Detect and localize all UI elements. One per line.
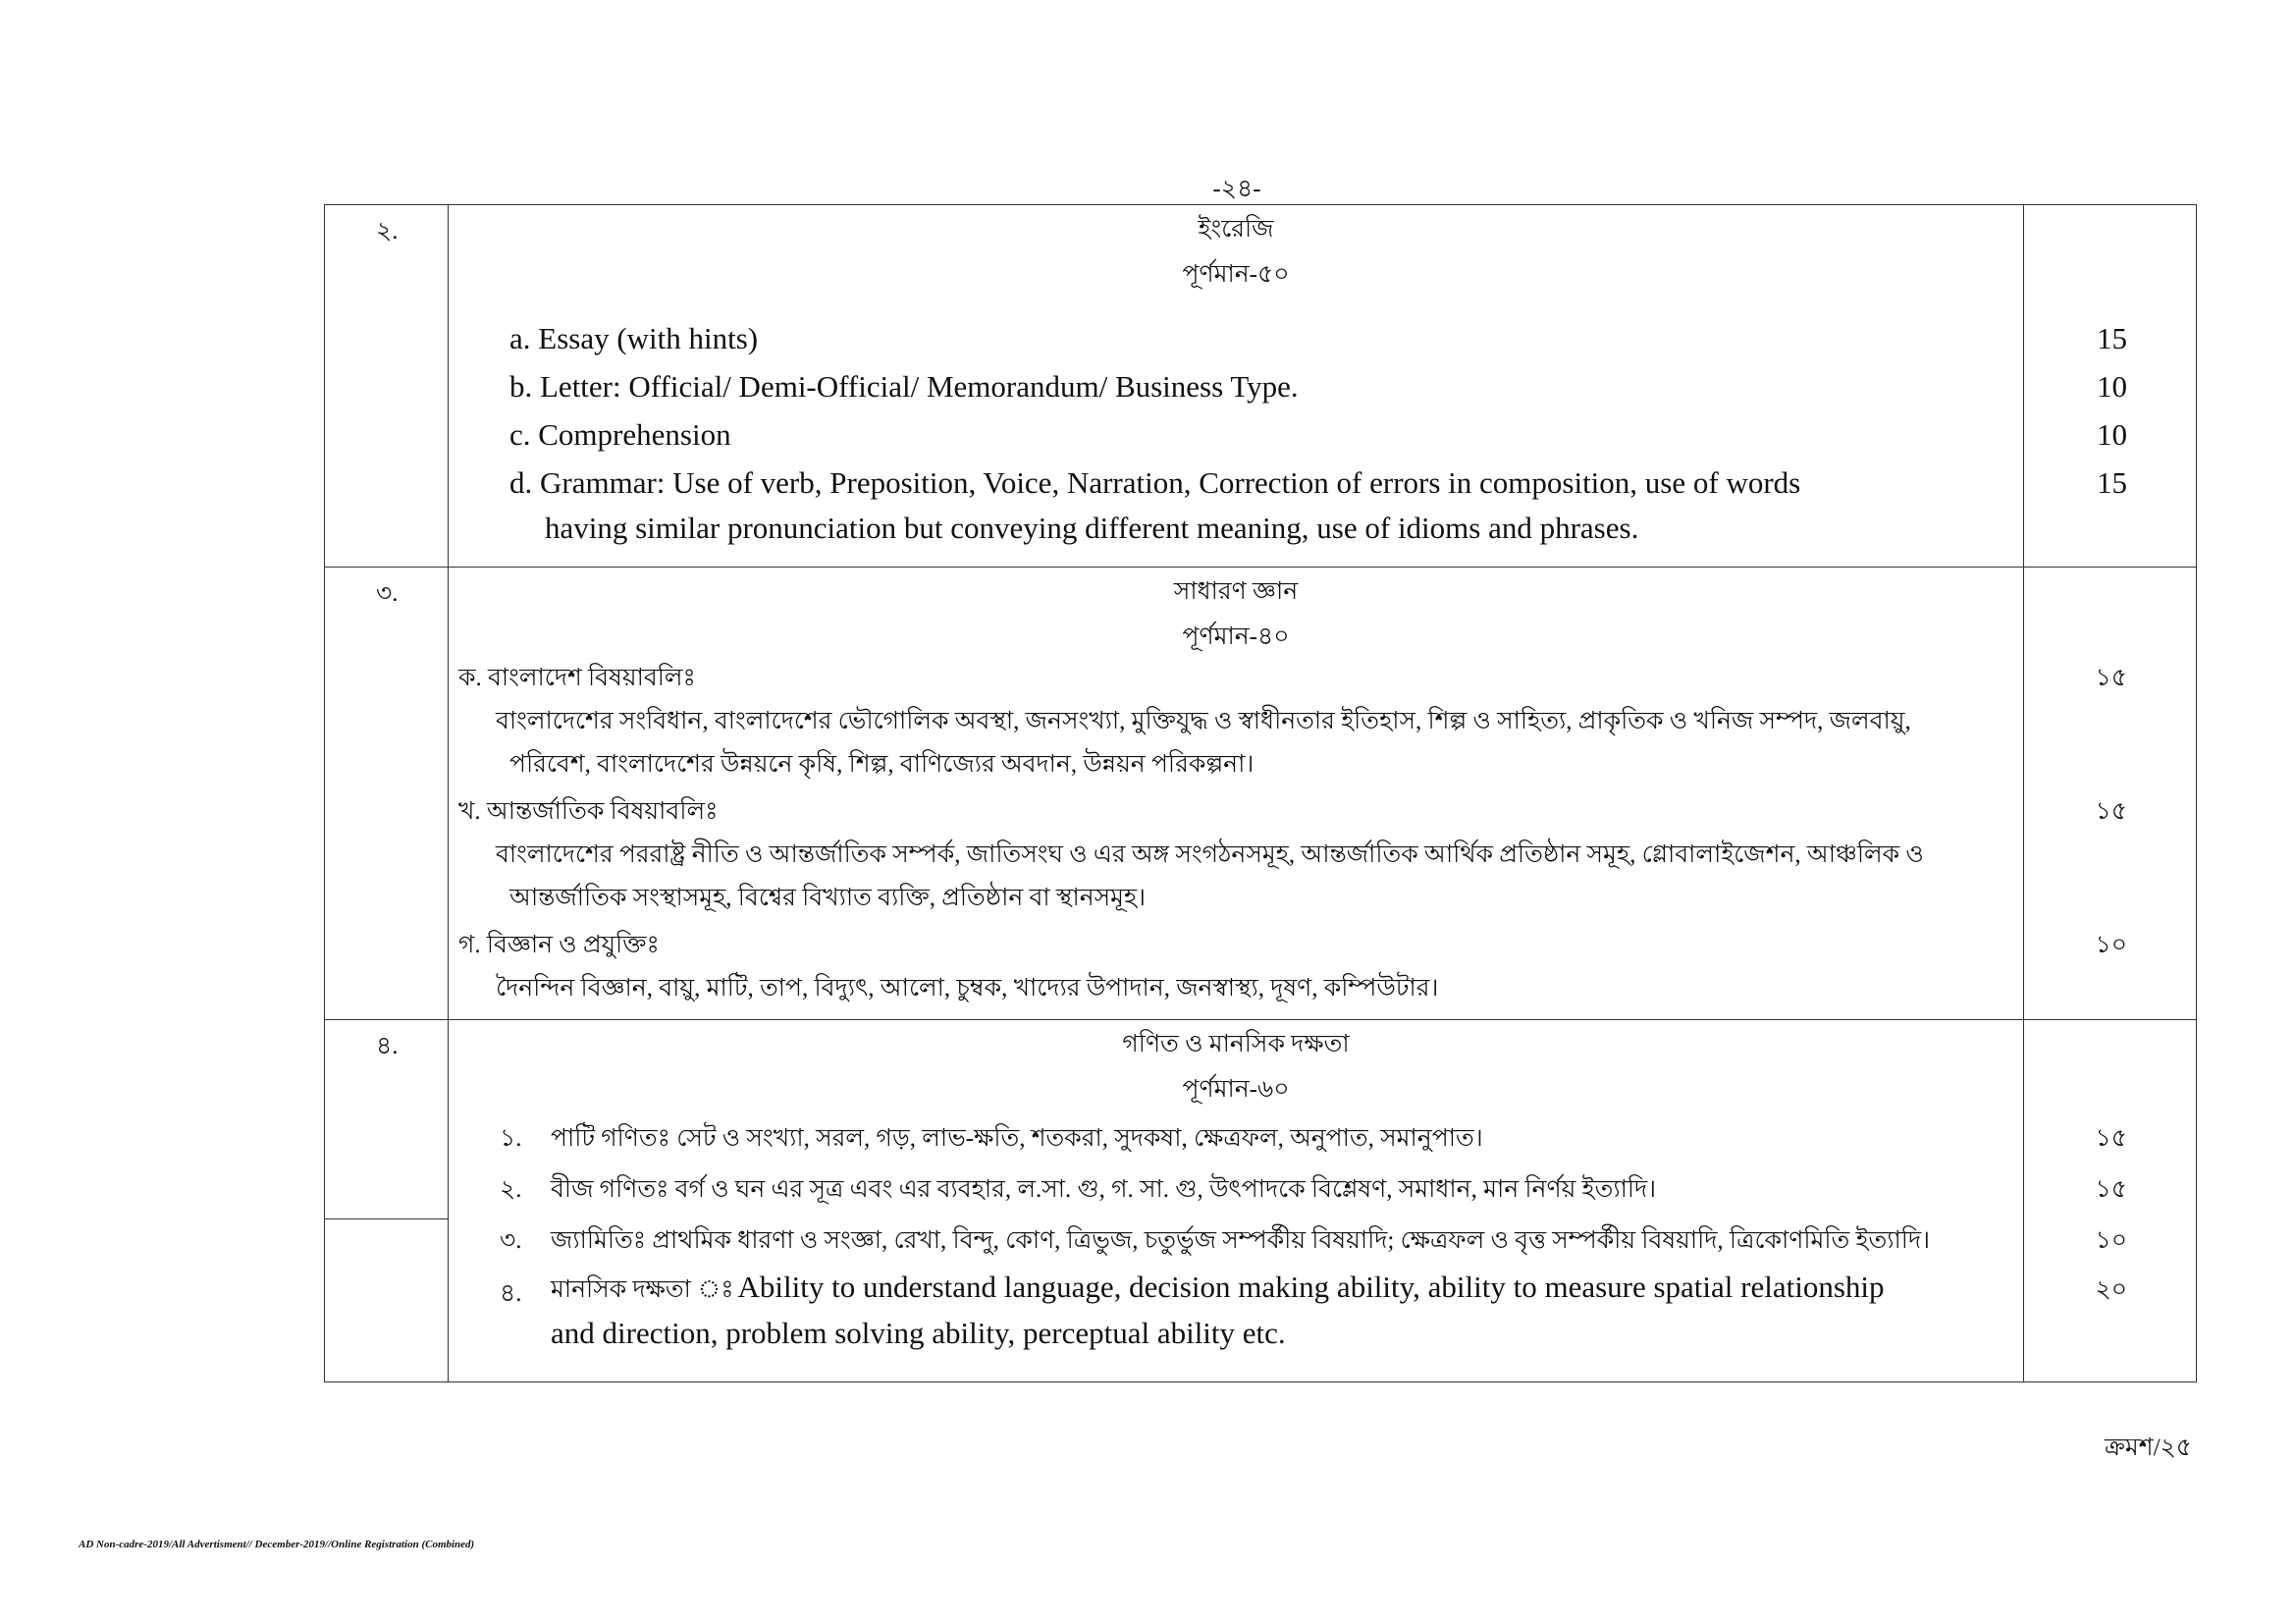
gk-part-heading: খ. আন্তর্জাতিক বিষয়াবলিঃ (458, 798, 719, 825)
section-number: ৩. (376, 580, 399, 607)
section-full-marks: পূর্ণমান-৬০ (1182, 1076, 1290, 1103)
gk-part-text: বাংলাদেশের সংবিধান, বাংলাদেশের ভৌগোলিক অবস্থা, জনসংখ্যা, মুক্তিযুদ্ধ ও স্বাধীনতার ইতিহাস, শিল্প ও সাহিত্য, প্রাকৃতিক ও খনিজ সম্পদ, জলবায়ু, (496, 708, 1911, 734)
syllabus-table (324, 204, 2197, 1382)
math-item-text: পাটি গণিতঃ সেট ও সংখ্যা, সরল, গড়, লাভ-ক্ষতি, শতকরা, সুদকষা, ক্ষেত্রফল, অনুপাত, সমানুপাত। (551, 1125, 1483, 1152)
gk-part-heading: ক. বাংলাদেশ বিষয়াবলিঃ (458, 665, 696, 691)
math-item-text: জ্যামিতিঃ প্রাথমিক ধারণা ও সংজ্ঞা, রেখা, বিন্দু, কোণ, ত্রিভুজ, চতুর্ভুজ সম্পর্কীয় বিষয়াদি; ক্ষেত্রফল ও বৃত্ত সম্পর্কীয় বিষয়াদি, ত্রিকোণমিতি ইত্যাদি। (551, 1227, 1931, 1254)
marks-value: 10 (2097, 417, 2127, 452)
marks-value: ১৫ (2095, 1125, 2127, 1152)
gk-part-heading: গ. বিজ্ঞান ও প্রযুক্তিঃ (458, 932, 660, 958)
english-item-d-cont: having similar pronunciation but conveying different meaning, use of idioms and phrases. (545, 511, 1639, 545)
section-title: সাধারণ জ্ঞান (1173, 578, 1299, 605)
english-item-d: d. Grammar: Use of verb, Preposition, Voice, Narration, Correction of errors in composition, use of words (509, 465, 1801, 500)
math-item-number: ১. (500, 1125, 522, 1152)
english-item-c: c. Comprehension (509, 417, 731, 452)
math-item-number: ২. (500, 1176, 522, 1203)
section-general-knowledge (325, 567, 2196, 1019)
marks-value: ১৫ (2095, 1176, 2127, 1203)
marks-value: 10 (2097, 369, 2127, 404)
continuation-note: ক্রমশ/২৫ (2105, 1435, 2193, 1461)
page-number: -২৪- (1212, 176, 1261, 202)
math-item-number: ৪. (500, 1280, 522, 1307)
gk-part-text: বাংলাদেশের পররাষ্ট্র নীতি ও আন্তর্জাতিক সম্পর্ক, জাতিসংঘ ও এর অঙ্গ সংগঠনসমূহ, আন্তর্জাতিক আর্থিক প্রতিষ্ঠান সমূহ, গ্লোবালাইজেশন, আঞ্চলিক ও (496, 841, 1924, 868)
section-title: ইংরেজি (1198, 216, 1274, 243)
math-item-text-cont: and direction, problem solving ability, perceptual ability etc. (551, 1316, 1286, 1350)
section-math-mental-ability (325, 1019, 2196, 1381)
math-item-number: ৩. (500, 1227, 522, 1254)
section-english (325, 205, 2196, 567)
section-title: গণিত ও মানসিক দক্ষতা (1122, 1031, 1350, 1057)
section-number: ২. (376, 218, 399, 244)
math-item-text-en: Ability to understand language, decision making ability, ability to measure spatial relationship (737, 1270, 1885, 1304)
english-item-b: b. Letter: Official/ Demi-Official/ Memorandum/ Business Type. (509, 369, 1299, 404)
marks-value: ১০ (2095, 932, 2127, 958)
footer-note: AD Non-cadre-2019/All Advertisment// December-2019//Online Registration (Combined) (79, 1539, 475, 1550)
section-number: ৪. (376, 1033, 399, 1059)
section-full-marks: পূর্ণমান-৪০ (1182, 623, 1290, 650)
gk-part-text: পরিবেশ, বাংলাদেশের উন্নয়নে কৃষি, শিল্প, বাণিজ্যের অবদান, উন্নয়ন পরিকল্পনা। (509, 751, 1255, 778)
gk-part-text: দৈনন্দিন বিজ্ঞান, বায়ু, মাটি, তাপ, বিদ্যুৎ, আলো, চুম্বক, খাদ্যের উপাদান, জনস্বাস্থ্য, দূষণ, কম্পিউটার। (496, 975, 1439, 1001)
section-full-marks: পূর্ণমান-৫০ (1182, 261, 1290, 288)
marks-value: 15 (2097, 321, 2127, 355)
marks-value: ১০ (2095, 1227, 2127, 1254)
marks-value: 15 (2097, 465, 2127, 500)
marks-value: ১৫ (2095, 665, 2127, 691)
gk-part-text: আন্তর্জাতিক সংস্থাসমূহ, বিশ্বের বিখ্যাত ব্যক্তি, প্রতিষ্ঠান বা স্থানসমূহ। (509, 885, 1147, 911)
marks-value: ১৫ (2095, 798, 2127, 825)
math-item-text: বীজ গণিতঃ বর্গ ও ঘন এর সূত্র এবং এর ব্যবহার, ল.সা. গু, গ. সা. গু, উৎপাদকে বিশ্লেষণ, সমাধান, মান নির্ণয় ইত্যাদি। (551, 1176, 1657, 1203)
marks-value: ২০ (2095, 1276, 2127, 1303)
math-item-text: মানসিক দক্ষতা ঃ (551, 1276, 734, 1303)
english-item-a: a. Essay (with hints) (509, 321, 759, 355)
cell-divider (325, 1218, 448, 1219)
